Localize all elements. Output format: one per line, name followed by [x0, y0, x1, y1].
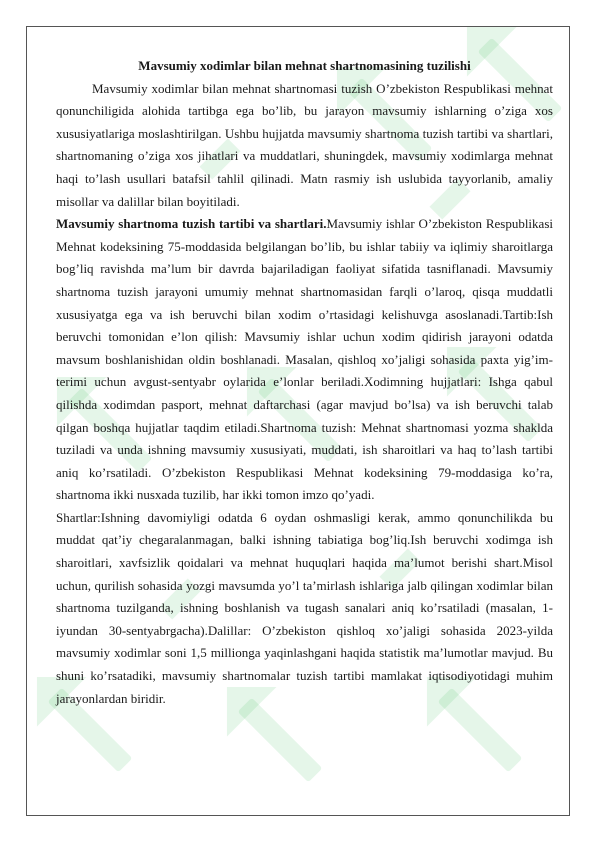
section-paragraph: [56, 213, 553, 507]
document-title: Mavsumiy xodimlar bilan mehnat shartnomasining tuzilishi: [138, 58, 471, 73]
intro-paragraph: Mavsumiy xodimlar bilan mehnat shartnomasi tuzish O’zbekiston Respublikasi mehnat qonunchiligida alohida tartibga ega bo’lib, bu jarayon mavsumiy ishlarning o’ziga xos xususiyatlariga moslashtirilgan. Ushbu hujjatda mavsumiy shartnoma tuzish tartibi va shartlari, shartnomaning o’ziga xos jihatlari va muddatlari, shuningdek, mavsumiy xodimlarga mehnat haqi to’lash usullari batafsil tahlil qilinadi. Matn rasmiy ish uslubida tayyorlanib, amaliy misollar va dalillar bilan boyitiladi.: [56, 80, 553, 209]
section-body: Mavsumiy ishlar O’zbekiston Respublikasi Mehnat kodeksining 75-moddasida belgilangan bo’lib, bu ishlar tabiiy va iqlimiy sharoitlarga bog’liq ravishda ma’lum bir davrda bajariladigan faoliyat sifatida tasniflanadi. Mavsumiy shartnoma tuzish jarayoni umumiy mehnat shartnomasidan farqli o’laroq, qisqa muddatli xususiyatga ega va ish beruvchi bilan xodim o’rtasidagi kelishuvga asoslanadi.Tartib:Ish beruvchi tomonidan e’lon qilish: Mavsumiy ishlar uchun xodim qidirish jarayoni odatda mavsum boshlanishidan oldin boshlanadi. Masalan, qishloq xo’jaligi sohasida paxta yig’im-terimi uchun avgust-sentyabr oylarida e’lonlar beriladi.Xodimning hujjatlari: Ishga qabul qilishda xodimdan pasport, mehnat daftarchasi (agar mavjud bo’lsa) va ish beruvchi talab qilgan boshqa hujjatlar taqdim etiladi.Shartnoma tuzish: Mehnat shartnomasi yozma shaklda tuziladi va unda ishning mavsumiy xususiyati, muddati, ish sharoitlari va haq to’lash tartibi aniq ko’rsatiladi. O’zbekiston Respublikasi Mehnat kodeksining 79-moddasiga ko’ra, shartnoma ikki nusxada tuzilib, har ikki tomon imzo qo’yadi.: [56, 216, 553, 503]
document-body: [56, 55, 553, 710]
section-heading: Mavsumiy shartnoma tuzish tartibi va shartlari.: [56, 216, 327, 232]
conditions-paragraph: Shartlar:Ishning davomiyligi odatda 6 oydan oshmasligi kerak, ammo qonunchilikda bu muddat qat’iy chegaralanmagan, balki ishning tabiatiga bog’liq.Ish beruvchi xodimga ish sharoitlari, xavfsizlik qoidalari va mehnat huquqlari haqida ma’lumot berishi shart.Misol uchun, qurilish sohasida yozgi mavsumda yo’l ta’mirlash ishlariga jalb qilingan xodimlar bilan shartnoma tuzilganda, ishning boshlanish va tugash sanalari aniq ko’rsatiladi (masalan, 1-iyundan 30-sentyabrgacha).Dalillar: O’zbekiston qishloq xo’jaligi sohasida 2023-yilda mavsumiy xodimlar soni 1,5 millionga yaqinlashgani haqida statistik ma’lumotlar mavjud. Bu shuni ko’rsatadiki, mavsumiy shartnomalar tuzish tartibi mamlakat iqtisodiyotidagi muhim jarayonlardan biridir.: [56, 509, 553, 706]
